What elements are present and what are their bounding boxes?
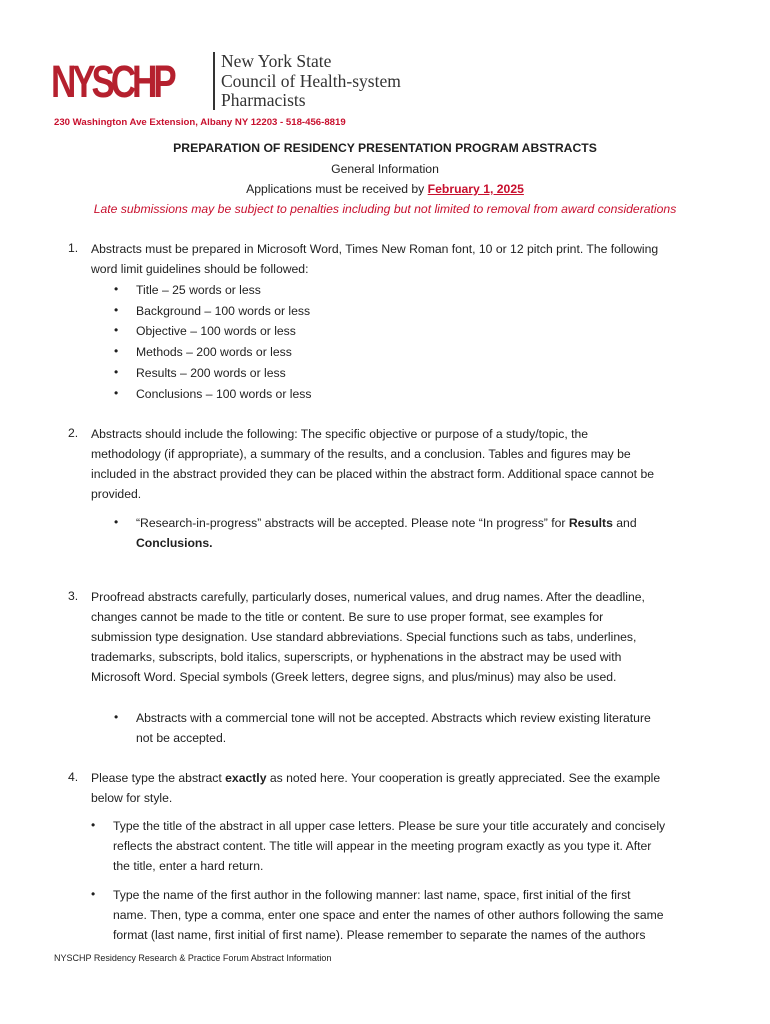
page-footer: NYSCHP Residency Research & Practice Forum Abstract Information [54, 953, 332, 963]
item-2-bullet-line [136, 515, 637, 531]
bullet-icon: • [114, 515, 119, 529]
item-4-bold-exactly: exactly [225, 771, 267, 785]
item-2-line: provided. [91, 487, 142, 501]
bullet-icon: • [114, 282, 119, 296]
item-4-bullet-1-line: Type the title of the abstract in all upper case letters. Please be sure your title accurately and concisely [113, 819, 666, 833]
item-3-line: changes cannot be made to the title or content. Be sure to use proper format, see examples for [91, 610, 604, 624]
item-2-bullet-line [136, 535, 213, 551]
item-3-line: Proofread abstracts carefully, particularly doses, numerical values, and drug names. After the deadline, [91, 590, 645, 604]
address-line: 230 Washington Ave Extension, Albany NY 12203 - 518-456-8819 [54, 117, 346, 128]
late-notice: Late submissions may be subject to penalties including but not limited to removal from award considerations [93, 202, 677, 216]
deadline-prefix: Applications must be received by [246, 182, 428, 196]
logo-divider [213, 52, 215, 110]
item-1-number: 1. [68, 241, 79, 255]
item-4-number: 4. [68, 770, 79, 784]
item-4-text: Please type the abstract [91, 771, 226, 785]
item-3-line: Microsoft Word. Special symbols (Greek letters, degree signs, and plus/minus) may also be used. [91, 670, 617, 684]
item-3-bullet-line: Abstracts with a commercial tone will not be accepted. Abstracts which review existing literature [136, 711, 651, 725]
word-limit-item: Conclusions – 100 words or less [136, 387, 312, 401]
item-4-line: below for style. [91, 791, 173, 805]
logo-mark: NYSCHP [51, 56, 173, 107]
deadline-date: February 1, 2025 [427, 182, 524, 196]
bullet-icon: • [114, 303, 119, 317]
item-2-line: Abstracts should include the following: The specific objective or purpose of a study/topic, the [91, 427, 589, 441]
bullet-bold-results: Results [568, 516, 613, 530]
item-4-text: as noted here. Your cooperation is greatly appreciated. See the example [266, 771, 661, 785]
bullet-icon: • [91, 887, 96, 901]
page-subtitle: General Information [331, 162, 439, 176]
logo-line-1: New York State [221, 51, 332, 71]
bullet-icon: • [91, 818, 96, 832]
bullet-bold-conclusions: Conclusions. [136, 536, 213, 550]
item-4-bullet-1-line: reflects the abstract content. The title will appear in the meeting program exactly as you type it. After [113, 839, 652, 853]
bullet-icon: • [114, 344, 119, 358]
logo-line-3: Pharmacists [221, 90, 306, 110]
item-4-bullet-2-line: Type the name of the first author in the following manner: last name, space, first initial of the first [113, 888, 631, 902]
item-1-line: Abstracts must be prepared in Microsoft Word, Times New Roman font, 10 or 12 pitch print. The following [91, 242, 659, 256]
bullet-text: and [612, 516, 637, 530]
word-limit-item: Title – 25 words or less [136, 283, 261, 297]
item-3-number: 3. [68, 589, 79, 603]
bullet-icon: • [114, 323, 119, 337]
bullet-icon: • [114, 710, 119, 724]
item-3-bullet-line: not be accepted. [136, 731, 227, 745]
page-title: PREPARATION OF RESIDENCY PRESENTATION PROGRAM ABSTRACTS [173, 141, 597, 155]
item-4-line [91, 770, 660, 786]
logo-text [221, 52, 401, 111]
item-3-line: submission type designation. Use standard abbreviations. Special functions such as tabs, underlines, [91, 630, 637, 644]
item-4-bullet-2-line: format (last name, first initial of first name). Please remember to separate the names of the authors [113, 928, 646, 942]
bullet-text: “Research-in-progress” abstracts will be accepted. Please note “In progress” for [136, 516, 569, 530]
item-2-line: methodology (if appropriate), a summary of the results, and a conclusion. Tables and figures may be [91, 447, 631, 461]
bullet-icon: • [114, 386, 119, 400]
logo-line-2: Council of Health-system [221, 70, 401, 91]
word-limit-item: Background – 100 words or less [136, 304, 311, 318]
item-1-line: word limit guidelines should be followed: [91, 262, 309, 276]
deadline-line [0, 182, 770, 196]
item-3-line: trademarks, subscripts, bold italics, superscripts, or hyphenations in the abstract may be used with [91, 650, 622, 664]
item-4-bullet-2-line: name. Then, type a comma, enter one space and enter the names of other authors following the same [113, 908, 664, 922]
item-2-line: included in the abstract provided they can be placed within the abstract form. Additional space cannot be [91, 467, 655, 481]
item-2-number: 2. [68, 426, 79, 440]
bullet-icon: • [114, 365, 119, 379]
word-limit-item: Methods – 200 words or less [136, 345, 292, 359]
word-limit-item: Results – 200 words or less [136, 366, 286, 380]
word-limit-item: Objective – 100 words or less [136, 324, 296, 338]
item-4-bullet-1-line: the title, enter a hard return. [113, 859, 264, 873]
